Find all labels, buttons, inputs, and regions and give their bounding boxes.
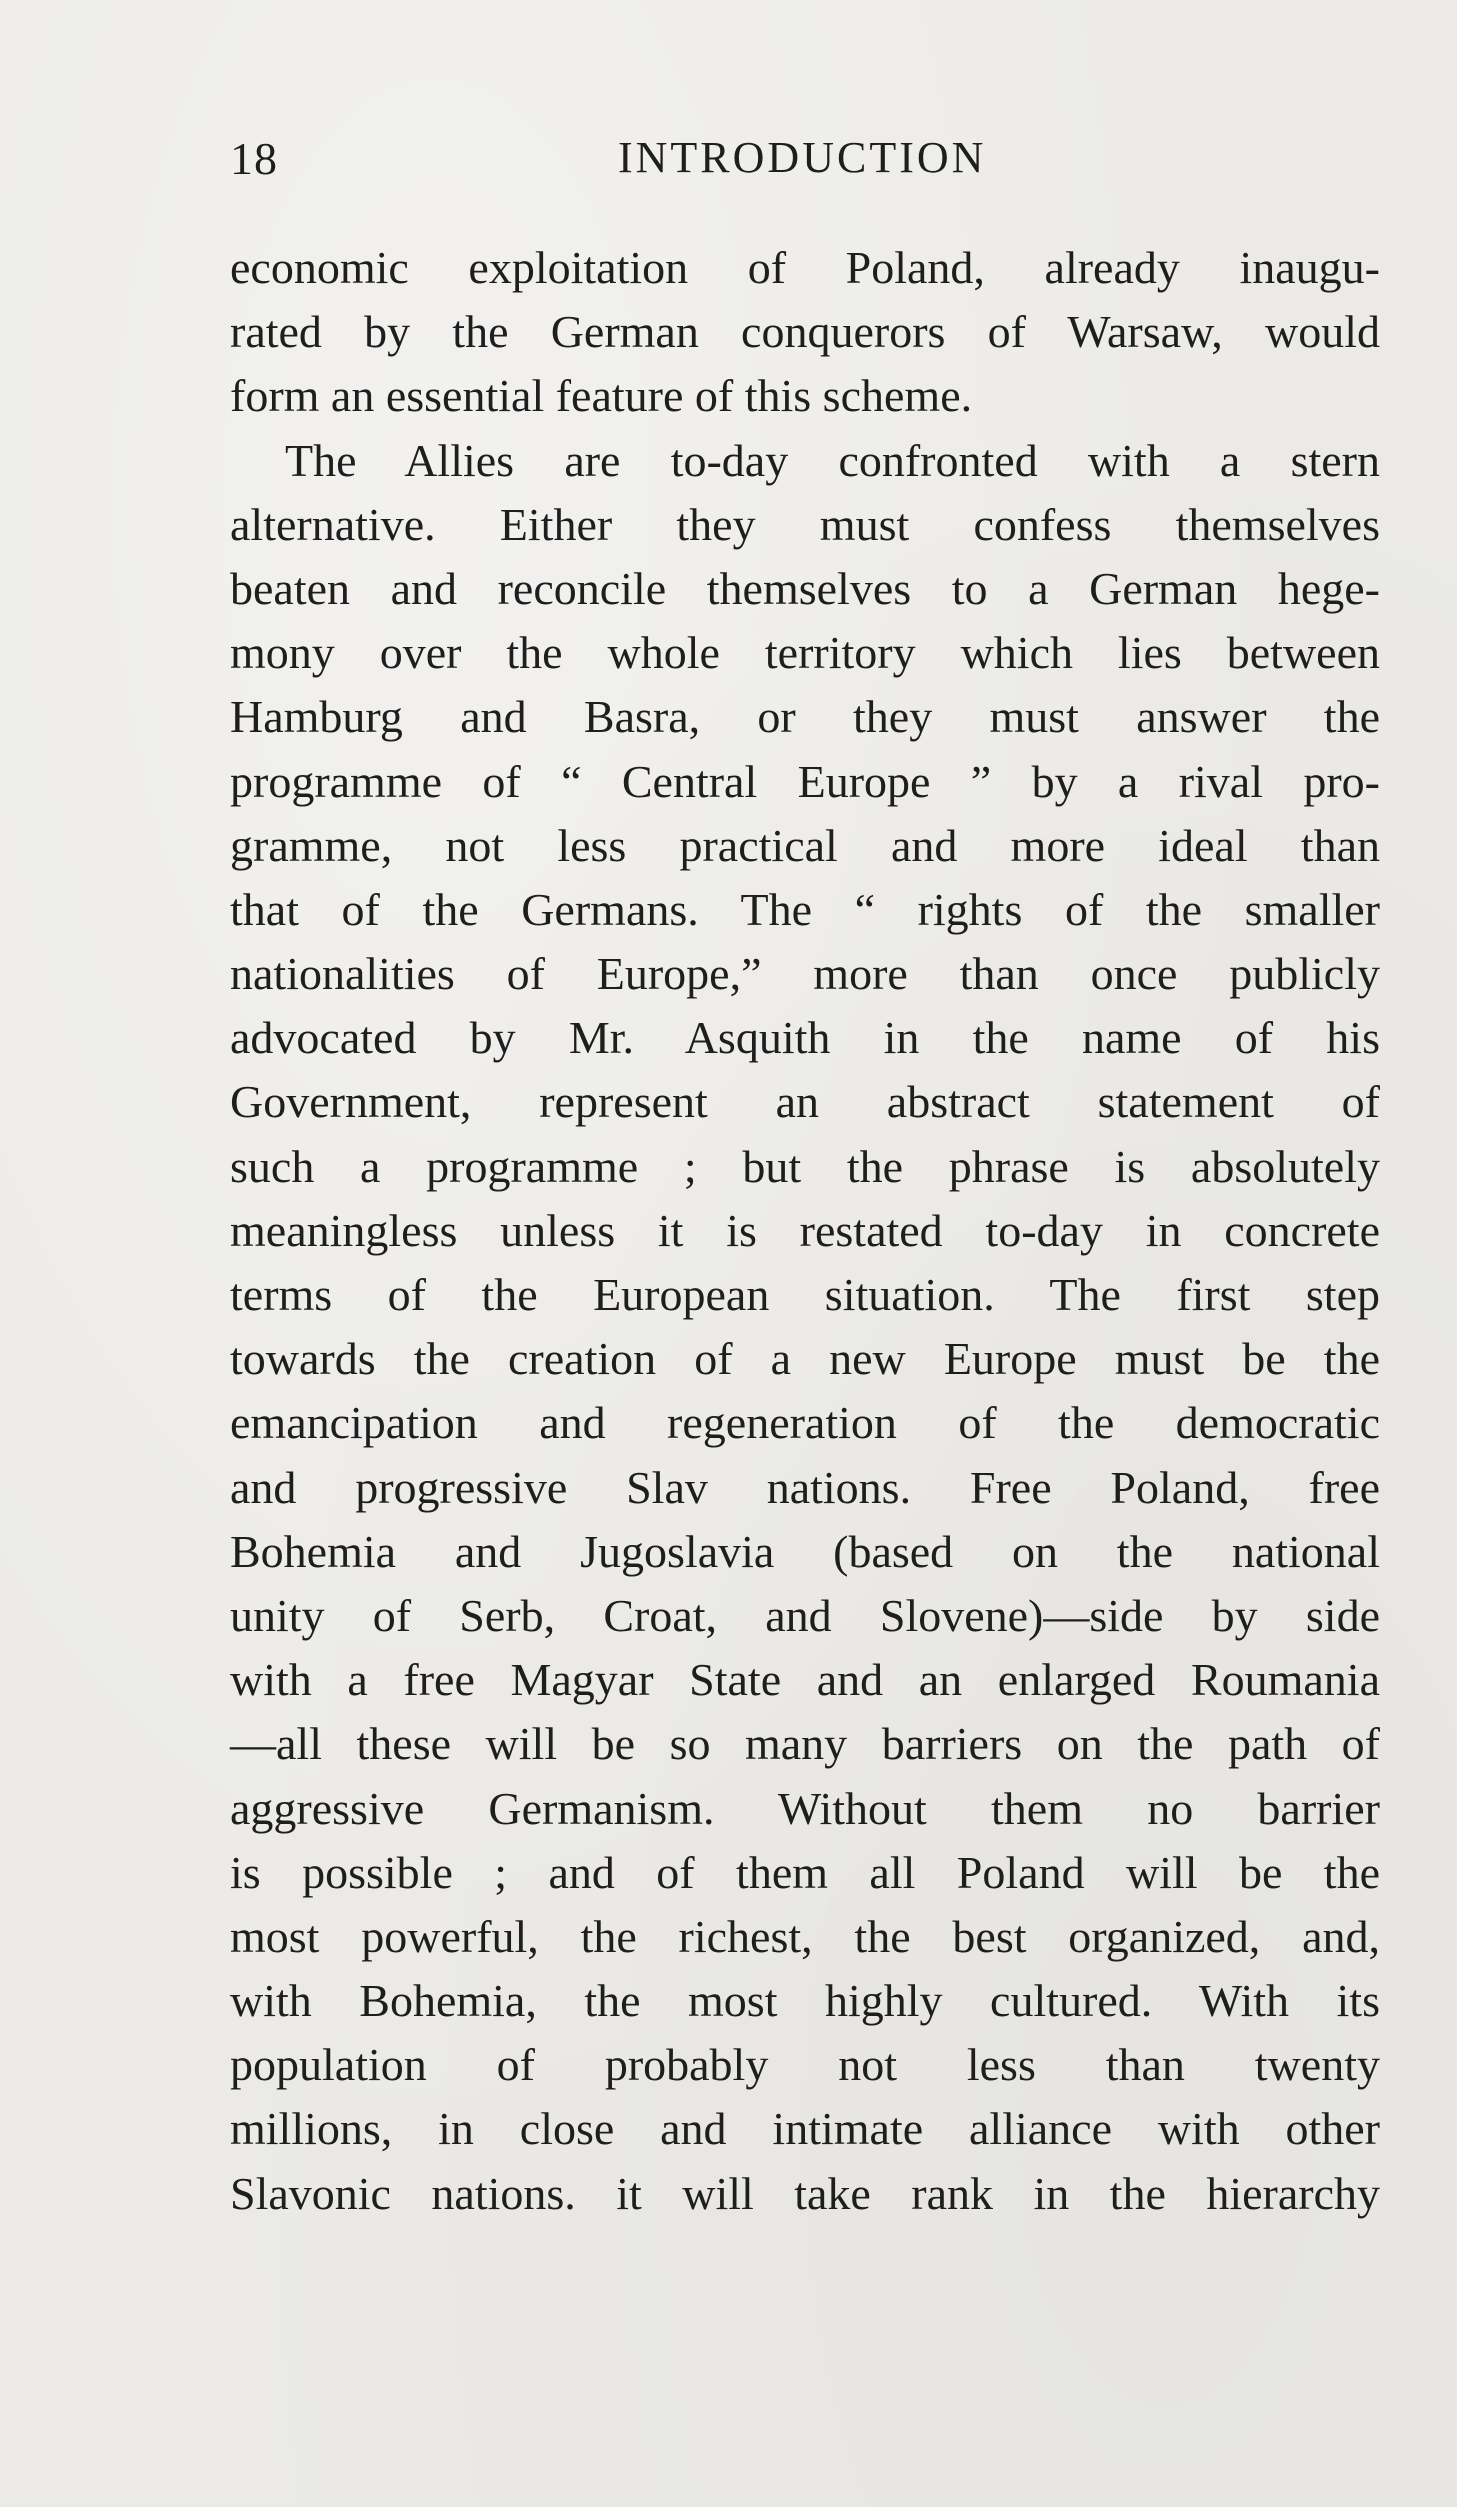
text-line: population of probably not less than twenty xyxy=(230,2039,1380,2091)
text-line: with Bohemia, the most highly cultured. With its xyxy=(230,1975,1380,2027)
text-line: that of the Germans. The “ rights of the smaller xyxy=(230,883,1380,935)
text-line: is possible ; and of them all Poland will be the xyxy=(230,1846,1380,1898)
text-line: unity of Serb, Croat, and Slovene)—side by side xyxy=(230,1589,1380,1641)
text-line: terms of the European situation. The first step xyxy=(230,1269,1380,1320)
running-head: INTRODUCTION xyxy=(618,133,987,182)
text-line: gramme, not less practical and more ideal than xyxy=(230,819,1380,871)
text-line: aggressive Germanism. Without them no barrier xyxy=(230,1782,1380,1834)
text-line: Slavonic nations. it will take rank in the hierarchy xyxy=(230,2167,1380,2219)
text-line: nationalities of Europe,” more than once publicly xyxy=(230,948,1380,1000)
text-line: alternative. Either they must confess themselves xyxy=(230,498,1380,550)
text-line: emancipation and regeneration of the democratic xyxy=(230,1397,1380,1449)
text-line: form an essential feature of this scheme. xyxy=(230,370,973,422)
text-line: Bohemia and Jugoslavia (based on the national xyxy=(230,1525,1380,1577)
text-line: millions, in close and intimate alliance with other xyxy=(230,2103,1380,2155)
text-line: meaningless unless it is restated to-day in concrete xyxy=(230,1204,1380,1256)
text-line: The Allies are to-day confronted with a stern xyxy=(285,434,1380,486)
page-number: 18 xyxy=(230,133,278,184)
text-line: mony over the whole territory which lies between xyxy=(230,627,1380,679)
text-line: beaten and reconcile themselves to a German hege- xyxy=(230,562,1380,614)
text-line: Hamburg and Basra, or they must answer the xyxy=(230,691,1380,743)
page-header xyxy=(230,132,1380,192)
text-line: programme of “ Central Europe ” by a rival pro- xyxy=(230,755,1380,807)
text-line: with a free Magyar State and an enlarged Roumania xyxy=(230,1654,1380,1706)
text-line: towards the creation of a new Europe must be the xyxy=(230,1333,1380,1385)
text-line: advocated by Mr. Asquith in the name of his xyxy=(230,1012,1380,1064)
text-line: Government, represent an abstract statement of xyxy=(230,1076,1380,1128)
text-line: economic exploitation of Poland, already inaugu- xyxy=(230,242,1380,293)
text-line: —all these will be so many barriers on the path of xyxy=(230,1718,1380,1770)
text-line: such a programme ; but the phrase is absolutely xyxy=(230,1140,1380,1192)
text-line: most powerful, the richest, the best organized, and, xyxy=(230,1910,1380,1962)
text-line: rated by the German conquerors of Warsaw, would xyxy=(230,306,1380,358)
body-text xyxy=(230,236,1380,2226)
text-line: and progressive Slav nations. Free Poland, free xyxy=(230,1461,1380,1513)
